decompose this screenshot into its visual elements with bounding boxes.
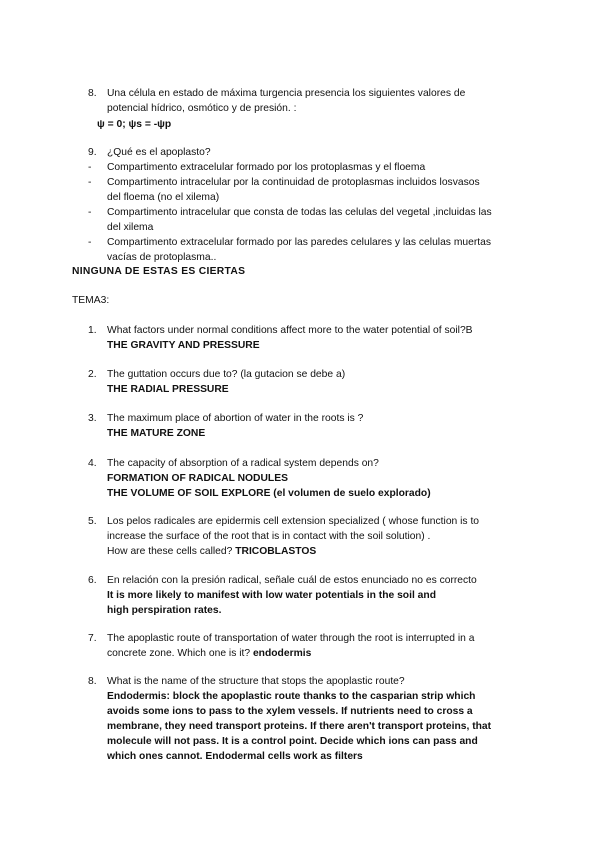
question-number: 2. — [88, 369, 97, 380]
question-9 — [88, 145, 528, 160]
question-text: The capacity of absorption of a radical system depends on? — [107, 458, 379, 469]
option-item — [88, 235, 528, 265]
answer-text: THE MATURE ZONE — [107, 428, 206, 439]
answer-text: THE RADIAL PRESSURE — [107, 384, 229, 395]
question-text: The guttation occurs due to? (la gutacion se debe a) — [107, 369, 346, 380]
answer-bold-part: THE VOLUME OF SOIL EXPLORE — [107, 488, 271, 499]
tema3-question-2 — [88, 367, 528, 397]
question-text-part: concrete zone. Which one is it? — [107, 648, 253, 659]
question-text-line — [107, 544, 528, 559]
question-text-line: Los pelos radicales are epidermis cell extension specialized ( whose function is to — [107, 516, 480, 527]
answer-text-line: Endodermis: block the apoplastic route thanks to the casparian strip which — [107, 691, 476, 702]
question-number: 5. — [88, 516, 97, 527]
tema3-question-5 — [88, 514, 528, 559]
option-text: del xilema — [107, 222, 154, 233]
option-item — [88, 175, 528, 205]
tema3-question-3 — [88, 411, 528, 441]
question-text: What is the name of the structure that stops the apoplastic route? — [107, 676, 405, 687]
answer-text-line: high perspiration rates. — [107, 605, 222, 616]
question-text: ¿Qué es el apoplasto? — [107, 147, 211, 158]
option-text: vacías de protoplasma.. — [107, 252, 217, 263]
option-text: Compartimento intracelular que consta de todas las celulas del vegetal ,incluidas las — [107, 207, 492, 218]
question-text: En relación con la presión radical, señale cuál de estos enunciado no es correcto — [107, 575, 477, 586]
answer-text-line: membrane, they need transport proteins. If there aren't transport proteins, that — [107, 721, 492, 732]
answer-text-line: It is more likely to manifest with low water potentials in the soil and — [107, 590, 436, 601]
option-item — [88, 160, 528, 175]
answer-text: TRICOBLASTOS — [235, 546, 317, 557]
question-number: 9. — [88, 147, 97, 158]
answer-text-line: molecule will not pass. It is a control point. Decide which ions can pass and — [107, 736, 478, 747]
answer-text-line — [107, 486, 528, 501]
option-list — [88, 160, 528, 265]
option-text: Compartimento extracelular formado por las paredes celulares y las celulas muertas — [107, 237, 492, 248]
answer-text: endodermis — [252, 648, 312, 659]
question-number: 3. — [88, 413, 97, 424]
question-text-line: The apoplastic route of transportation of water through the root is interrupted in a — [107, 633, 475, 644]
dash-bullet: - — [88, 237, 92, 248]
dash-bullet: - — [88, 207, 92, 218]
option-text: Compartimento extracelular formado por los protoplasmas y el floema — [107, 162, 426, 173]
question-number: 1. — [88, 325, 97, 336]
section-title: TEMA3: — [72, 295, 110, 306]
formula-answer: ψ = 0; ψs = -ψp — [97, 119, 172, 130]
question-text-line: potencial hídrico, osmótico y de presión. : — [107, 103, 297, 114]
answer-text: THE GRAVITY AND PRESSURE — [107, 340, 260, 351]
tema3-question-7 — [88, 631, 528, 661]
tema3-question-1 — [88, 323, 528, 353]
answer-text: FORMATION OF RADICAL NODULES — [107, 473, 288, 484]
question-8-top — [88, 86, 528, 116]
option-text: del floema (no el xilema) — [107, 192, 220, 203]
dash-bullet: - — [88, 177, 92, 188]
answer-text-line: which ones cannot. Endodermal cells work as filters — [107, 751, 363, 762]
tema3-question-8 — [88, 674, 528, 764]
question-text-line: increase the surface of the root that is in contact with the soil solution) . — [107, 531, 431, 542]
answer-text-line: avoids some ions to pass to the xylem vessels. If nutrients need to cross a — [107, 706, 473, 717]
tema3-question-6 — [88, 573, 528, 618]
tema3-question-4 — [88, 456, 528, 501]
answer-translation: (el volumen de suelo explorado) — [270, 488, 431, 499]
question-text-part: How are these cells called? — [107, 546, 236, 557]
question-text: The maximum place of abortion of water in the roots is ? — [107, 413, 364, 424]
option-item — [88, 205, 528, 235]
question-text-line: Una célula en estado de máxima turgencia presencia los siguientes valores de — [107, 88, 466, 99]
question-number: 8. — [88, 88, 97, 99]
question-number: 6. — [88, 575, 97, 586]
question-text-line — [107, 646, 528, 661]
question-number: 8. — [88, 676, 97, 687]
question-text: What factors under normal conditions affect more to the water potential of soil?B — [107, 325, 473, 336]
question-number: 4. — [88, 458, 97, 469]
q9-answer: NINGUNA DE ESTAS ES CIERTAS — [72, 266, 246, 277]
option-text: Compartimento intracelular por la continuidad de protoplasmas incluidos losvasos — [107, 177, 480, 188]
question-number: 7. — [88, 633, 97, 644]
dash-bullet: - — [88, 162, 92, 173]
